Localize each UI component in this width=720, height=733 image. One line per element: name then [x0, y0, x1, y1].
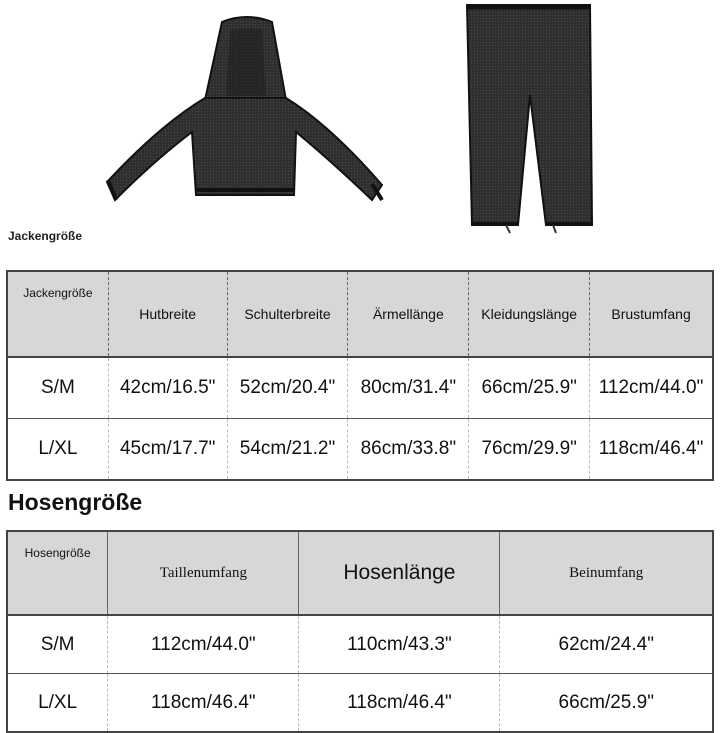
table-row — [7, 615, 713, 674]
mesh-pants-image — [467, 5, 592, 233]
header-hat-width: Hutbreite — [108, 271, 227, 357]
table-cell: 86cm/33.8" — [348, 419, 469, 481]
jacket-size-table — [6, 270, 714, 481]
table-row — [7, 357, 713, 419]
table-header-row — [7, 271, 713, 357]
table-cell: 118cm/46.4" — [108, 674, 299, 733]
product-illustration — [0, 0, 720, 245]
table-cell: 80cm/31.4" — [348, 357, 469, 419]
table-cell: 112cm/44.0" — [108, 615, 299, 674]
table-row — [7, 674, 713, 733]
table-row — [7, 419, 713, 481]
pants-section-title: Hosengröße — [8, 489, 143, 515]
table-cell: 45cm/17.7" — [108, 419, 227, 481]
table-cell: 54cm/21.2" — [227, 419, 348, 481]
header-leg-circumference: Beinumfang — [500, 531, 713, 615]
mesh-jacket-image — [107, 17, 382, 200]
table-cell: 66cm/25.9" — [469, 357, 590, 419]
header-pants-length: Hosenlänge — [299, 531, 500, 615]
table-header-row — [7, 531, 713, 615]
table-cell: 42cm/16.5" — [108, 357, 227, 419]
pants-size-table — [6, 530, 714, 733]
size-label: S/M — [7, 357, 108, 419]
table-cell: 112cm/44.0" — [590, 357, 713, 419]
table-cell: 118cm/46.4" — [590, 419, 713, 481]
table-cell: 66cm/25.9" — [500, 674, 713, 733]
table-cell: 52cm/20.4" — [227, 357, 348, 419]
size-label: L/XL — [7, 674, 108, 733]
table-cell: 62cm/24.4" — [500, 615, 713, 674]
size-label: L/XL — [7, 419, 108, 481]
header-sleeve-length: Ärmellänge — [348, 271, 469, 357]
table-cell: 118cm/46.4" — [299, 674, 500, 733]
header-pants-size: Hosengröße — [7, 531, 108, 615]
header-clothing-length: Kleidungslänge — [469, 271, 590, 357]
table-cell: 76cm/29.9" — [469, 419, 590, 481]
header-jacket-size: Jackengröße — [7, 271, 108, 357]
size-label: S/M — [7, 615, 108, 674]
header-chest: Brustumfang — [590, 271, 713, 357]
header-waist: Taillenumfang — [108, 531, 299, 615]
table-cell: 110cm/43.3" — [299, 615, 500, 674]
jacket-size-caption: Jackengröße — [8, 229, 83, 243]
header-shoulder-width: Schulterbreite — [227, 271, 348, 357]
